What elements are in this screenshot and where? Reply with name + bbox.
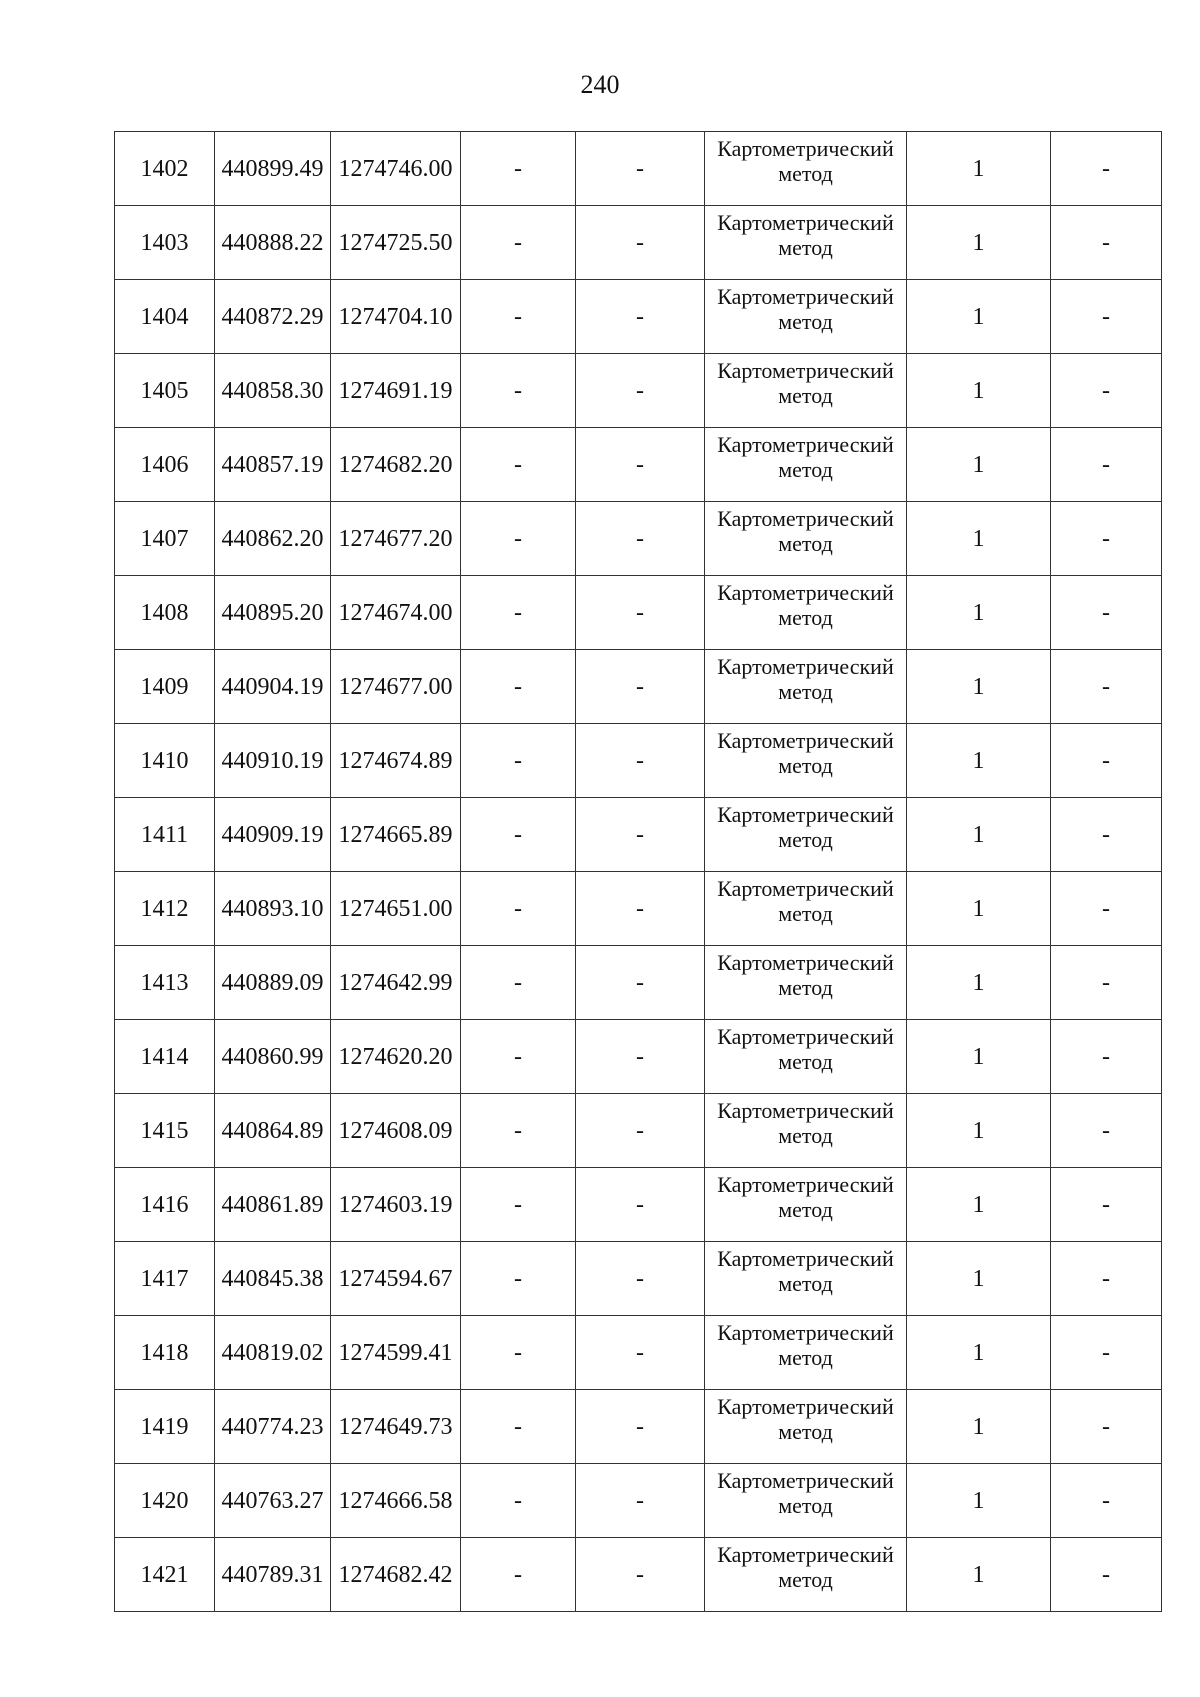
- cell-method: [705, 428, 907, 502]
- cell-x-coordinate: 440861.89: [215, 1168, 331, 1242]
- cell-accuracy: 1: [907, 872, 1051, 946]
- cell-y-coordinate: 1274704.10: [331, 280, 461, 354]
- cell-empty-dash: -: [1051, 1390, 1162, 1464]
- cell-accuracy: 1: [907, 1168, 1051, 1242]
- table-row: [115, 1390, 1162, 1464]
- cell-empty-dash: -: [1051, 576, 1162, 650]
- cell-empty-dash: -: [576, 1168, 705, 1242]
- cell-point-number: 1421: [115, 1538, 215, 1612]
- cell-y-coordinate: 1274677.20: [331, 502, 461, 576]
- method-line-2: метод: [778, 1049, 833, 1074]
- cell-empty-dash: -: [461, 206, 576, 280]
- method-line-2: метод: [778, 1197, 833, 1222]
- method-line-1: Картометрический: [717, 1320, 894, 1345]
- cell-method: [705, 1390, 907, 1464]
- cell-point-number: 1402: [115, 132, 215, 206]
- cell-method: [705, 650, 907, 724]
- method-line-2: метод: [778, 605, 833, 630]
- cell-x-coordinate: 440904.19: [215, 650, 331, 724]
- cell-method: [705, 1538, 907, 1612]
- method-line-1: Картометрический: [717, 1468, 894, 1493]
- method-line-2: метод: [778, 1123, 833, 1148]
- table-row: [115, 428, 1162, 502]
- table-row: [115, 206, 1162, 280]
- cell-point-number: 1420: [115, 1464, 215, 1538]
- cell-x-coordinate: 440858.30: [215, 354, 331, 428]
- cell-accuracy: 1: [907, 502, 1051, 576]
- cell-empty-dash: -: [576, 280, 705, 354]
- table-row: [115, 1538, 1162, 1612]
- cell-empty-dash: -: [576, 724, 705, 798]
- page-number: 240: [580, 70, 620, 99]
- cell-x-coordinate: 440893.10: [215, 872, 331, 946]
- cell-method: [705, 946, 907, 1020]
- cell-x-coordinate: 440860.99: [215, 1020, 331, 1094]
- cell-y-coordinate: 1274651.00: [331, 872, 461, 946]
- cell-empty-dash: -: [576, 946, 705, 1020]
- cell-empty-dash: -: [576, 1538, 705, 1612]
- method-line-1: Картометрический: [717, 1246, 894, 1271]
- cell-x-coordinate: 440899.49: [215, 132, 331, 206]
- cell-empty-dash: -: [461, 1168, 576, 1242]
- cell-accuracy: 1: [907, 1464, 1051, 1538]
- cell-point-number: 1409: [115, 650, 215, 724]
- cell-accuracy: 1: [907, 1316, 1051, 1390]
- method-line-1: Картометрический: [717, 580, 894, 605]
- cell-empty-dash: -: [1051, 1538, 1162, 1612]
- cell-accuracy: 1: [907, 132, 1051, 206]
- method-line-2: метод: [778, 1493, 833, 1518]
- cell-x-coordinate: 440910.19: [215, 724, 331, 798]
- cell-x-coordinate: 440819.02: [215, 1316, 331, 1390]
- cell-x-coordinate: 440872.29: [215, 280, 331, 354]
- cell-y-coordinate: 1274682.20: [331, 428, 461, 502]
- cell-empty-dash: -: [1051, 1094, 1162, 1168]
- method-line-2: метод: [778, 1419, 833, 1444]
- cell-method: [705, 576, 907, 650]
- cell-empty-dash: -: [1051, 946, 1162, 1020]
- cell-x-coordinate: 440789.31: [215, 1538, 331, 1612]
- method-line-1: Картометрический: [717, 284, 894, 309]
- cell-point-number: 1417: [115, 1242, 215, 1316]
- cell-empty-dash: -: [461, 1538, 576, 1612]
- cell-y-coordinate: 1274691.19: [331, 354, 461, 428]
- table-row: [115, 798, 1162, 872]
- method-line-2: метод: [778, 1567, 833, 1592]
- cell-y-coordinate: 1274642.99: [331, 946, 461, 1020]
- cell-empty-dash: -: [1051, 1168, 1162, 1242]
- cell-empty-dash: -: [1051, 354, 1162, 428]
- cell-empty-dash: -: [576, 1094, 705, 1168]
- cell-accuracy: 1: [907, 428, 1051, 502]
- cell-accuracy: 1: [907, 1094, 1051, 1168]
- cell-x-coordinate: 440909.19: [215, 798, 331, 872]
- cell-point-number: 1408: [115, 576, 215, 650]
- cell-empty-dash: -: [1051, 650, 1162, 724]
- cell-accuracy: 1: [907, 280, 1051, 354]
- cell-empty-dash: -: [1051, 724, 1162, 798]
- cell-point-number: 1419: [115, 1390, 215, 1464]
- table-row: [115, 1464, 1162, 1538]
- cell-empty-dash: -: [1051, 1020, 1162, 1094]
- cell-empty-dash: -: [576, 798, 705, 872]
- method-line-1: Картометрический: [717, 1542, 894, 1567]
- cell-empty-dash: -: [576, 1020, 705, 1094]
- cell-empty-dash: -: [1051, 1316, 1162, 1390]
- method-line-1: Картометрический: [717, 1024, 894, 1049]
- cell-empty-dash: -: [1051, 206, 1162, 280]
- method-line-2: метод: [778, 383, 833, 408]
- method-line-1: Картометрический: [717, 210, 894, 235]
- method-line-2: метод: [778, 1345, 833, 1370]
- cell-point-number: 1405: [115, 354, 215, 428]
- cell-y-coordinate: 1274620.20: [331, 1020, 461, 1094]
- coordinates-table: [114, 131, 1162, 1612]
- table-row: [115, 132, 1162, 206]
- table-row: [115, 1242, 1162, 1316]
- cell-y-coordinate: 1274594.67: [331, 1242, 461, 1316]
- cell-x-coordinate: 440888.22: [215, 206, 331, 280]
- cell-point-number: 1411: [115, 798, 215, 872]
- table-row: [115, 280, 1162, 354]
- table-row: [115, 724, 1162, 798]
- cell-empty-dash: -: [576, 428, 705, 502]
- cell-empty-dash: -: [1051, 1242, 1162, 1316]
- cell-point-number: 1413: [115, 946, 215, 1020]
- method-line-2: метод: [778, 457, 833, 482]
- cell-accuracy: 1: [907, 576, 1051, 650]
- cell-empty-dash: -: [576, 1242, 705, 1316]
- cell-empty-dash: -: [576, 354, 705, 428]
- cell-empty-dash: -: [576, 872, 705, 946]
- table-body: [115, 132, 1162, 1612]
- method-line-1: Картометрический: [717, 136, 894, 161]
- method-line-1: Картометрический: [717, 654, 894, 679]
- table-row: [115, 1020, 1162, 1094]
- cell-method: [705, 1020, 907, 1094]
- cell-empty-dash: -: [461, 946, 576, 1020]
- cell-method: [705, 1316, 907, 1390]
- cell-empty-dash: -: [1051, 428, 1162, 502]
- cell-point-number: 1410: [115, 724, 215, 798]
- cell-method: [705, 872, 907, 946]
- cell-empty-dash: -: [461, 132, 576, 206]
- cell-y-coordinate: 1274599.41: [331, 1316, 461, 1390]
- cell-empty-dash: -: [461, 1390, 576, 1464]
- cell-point-number: 1404: [115, 280, 215, 354]
- table-row: [115, 1094, 1162, 1168]
- cell-empty-dash: -: [576, 1464, 705, 1538]
- cell-empty-dash: -: [1051, 872, 1162, 946]
- cell-method: [705, 798, 907, 872]
- cell-point-number: 1403: [115, 206, 215, 280]
- table-row: [115, 1316, 1162, 1390]
- cell-empty-dash: -: [576, 650, 705, 724]
- cell-y-coordinate: 1274666.58: [331, 1464, 461, 1538]
- method-line-2: метод: [778, 753, 833, 778]
- table-row: [115, 946, 1162, 1020]
- method-line-2: метод: [778, 1271, 833, 1296]
- cell-empty-dash: -: [461, 798, 576, 872]
- cell-empty-dash: -: [1051, 1464, 1162, 1538]
- cell-accuracy: 1: [907, 650, 1051, 724]
- cell-point-number: 1414: [115, 1020, 215, 1094]
- cell-empty-dash: -: [1051, 132, 1162, 206]
- cell-x-coordinate: 440889.09: [215, 946, 331, 1020]
- cell-method: [705, 206, 907, 280]
- cell-empty-dash: -: [576, 576, 705, 650]
- cell-empty-dash: -: [576, 206, 705, 280]
- cell-method: [705, 1168, 907, 1242]
- method-line-1: Картометрический: [717, 1098, 894, 1123]
- method-line-1: Картометрический: [717, 1172, 894, 1197]
- method-line-2: метод: [778, 531, 833, 556]
- cell-y-coordinate: 1274603.19: [331, 1168, 461, 1242]
- table-row: [115, 354, 1162, 428]
- method-line-1: Картометрический: [717, 802, 894, 827]
- cell-method: [705, 1242, 907, 1316]
- cell-empty-dash: -: [1051, 502, 1162, 576]
- method-line-1: Картометрический: [717, 876, 894, 901]
- method-line-2: метод: [778, 309, 833, 334]
- cell-accuracy: 1: [907, 724, 1051, 798]
- cell-point-number: 1407: [115, 502, 215, 576]
- cell-y-coordinate: 1274674.89: [331, 724, 461, 798]
- method-line-2: метод: [778, 161, 833, 186]
- cell-x-coordinate: 440857.19: [215, 428, 331, 502]
- cell-method: [705, 724, 907, 798]
- cell-empty-dash: -: [461, 1464, 576, 1538]
- cell-method: [705, 132, 907, 206]
- cell-empty-dash: -: [1051, 280, 1162, 354]
- cell-empty-dash: -: [1051, 798, 1162, 872]
- cell-accuracy: 1: [907, 1242, 1051, 1316]
- method-line-1: Картометрический: [717, 728, 894, 753]
- cell-accuracy: 1: [907, 1020, 1051, 1094]
- cell-empty-dash: -: [461, 650, 576, 724]
- cell-accuracy: 1: [907, 354, 1051, 428]
- cell-empty-dash: -: [461, 1242, 576, 1316]
- cell-empty-dash: -: [576, 502, 705, 576]
- cell-empty-dash: -: [461, 1094, 576, 1168]
- table-row: [115, 650, 1162, 724]
- cell-accuracy: 1: [907, 1390, 1051, 1464]
- method-line-2: метод: [778, 235, 833, 260]
- cell-y-coordinate: 1274725.50: [331, 206, 461, 280]
- cell-x-coordinate: 440895.20: [215, 576, 331, 650]
- cell-x-coordinate: 440845.38: [215, 1242, 331, 1316]
- cell-y-coordinate: 1274665.89: [331, 798, 461, 872]
- method-line-1: Картометрический: [717, 950, 894, 975]
- table-row: [115, 872, 1162, 946]
- cell-empty-dash: -: [461, 502, 576, 576]
- cell-y-coordinate: 1274649.73: [331, 1390, 461, 1464]
- cell-y-coordinate: 1274677.00: [331, 650, 461, 724]
- cell-point-number: 1415: [115, 1094, 215, 1168]
- cell-empty-dash: -: [576, 1316, 705, 1390]
- cell-x-coordinate: 440862.20: [215, 502, 331, 576]
- method-line-1: Картометрический: [717, 432, 894, 457]
- cell-empty-dash: -: [461, 576, 576, 650]
- cell-method: [705, 502, 907, 576]
- cell-empty-dash: -: [461, 872, 576, 946]
- cell-empty-dash: -: [576, 132, 705, 206]
- cell-empty-dash: -: [461, 1020, 576, 1094]
- cell-empty-dash: -: [461, 1316, 576, 1390]
- cell-method: [705, 1464, 907, 1538]
- cell-y-coordinate: 1274682.42: [331, 1538, 461, 1612]
- method-line-2: метод: [778, 975, 833, 1000]
- cell-empty-dash: -: [576, 1390, 705, 1464]
- cell-point-number: 1416: [115, 1168, 215, 1242]
- cell-point-number: 1412: [115, 872, 215, 946]
- cell-y-coordinate: 1274674.00: [331, 576, 461, 650]
- method-line-2: метод: [778, 827, 833, 852]
- method-line-1: Картометрический: [717, 506, 894, 531]
- cell-x-coordinate: 440864.89: [215, 1094, 331, 1168]
- cell-method: [705, 280, 907, 354]
- cell-empty-dash: -: [461, 280, 576, 354]
- cell-method: [705, 1094, 907, 1168]
- cell-y-coordinate: 1274608.09: [331, 1094, 461, 1168]
- cell-empty-dash: -: [461, 724, 576, 798]
- cell-accuracy: 1: [907, 798, 1051, 872]
- method-line-2: метод: [778, 679, 833, 704]
- cell-point-number: 1406: [115, 428, 215, 502]
- cell-x-coordinate: 440774.23: [215, 1390, 331, 1464]
- cell-accuracy: 1: [907, 206, 1051, 280]
- cell-accuracy: 1: [907, 1538, 1051, 1612]
- cell-y-coordinate: 1274746.00: [331, 132, 461, 206]
- method-line-1: Картометрический: [717, 358, 894, 383]
- cell-accuracy: 1: [907, 946, 1051, 1020]
- table-row: [115, 576, 1162, 650]
- cell-method: [705, 354, 907, 428]
- cell-x-coordinate: 440763.27: [215, 1464, 331, 1538]
- cell-point-number: 1418: [115, 1316, 215, 1390]
- method-line-2: метод: [778, 901, 833, 926]
- cell-empty-dash: -: [461, 354, 576, 428]
- table-row: [115, 1168, 1162, 1242]
- method-line-1: Картометрический: [717, 1394, 894, 1419]
- table-row: [115, 502, 1162, 576]
- cell-empty-dash: -: [461, 428, 576, 502]
